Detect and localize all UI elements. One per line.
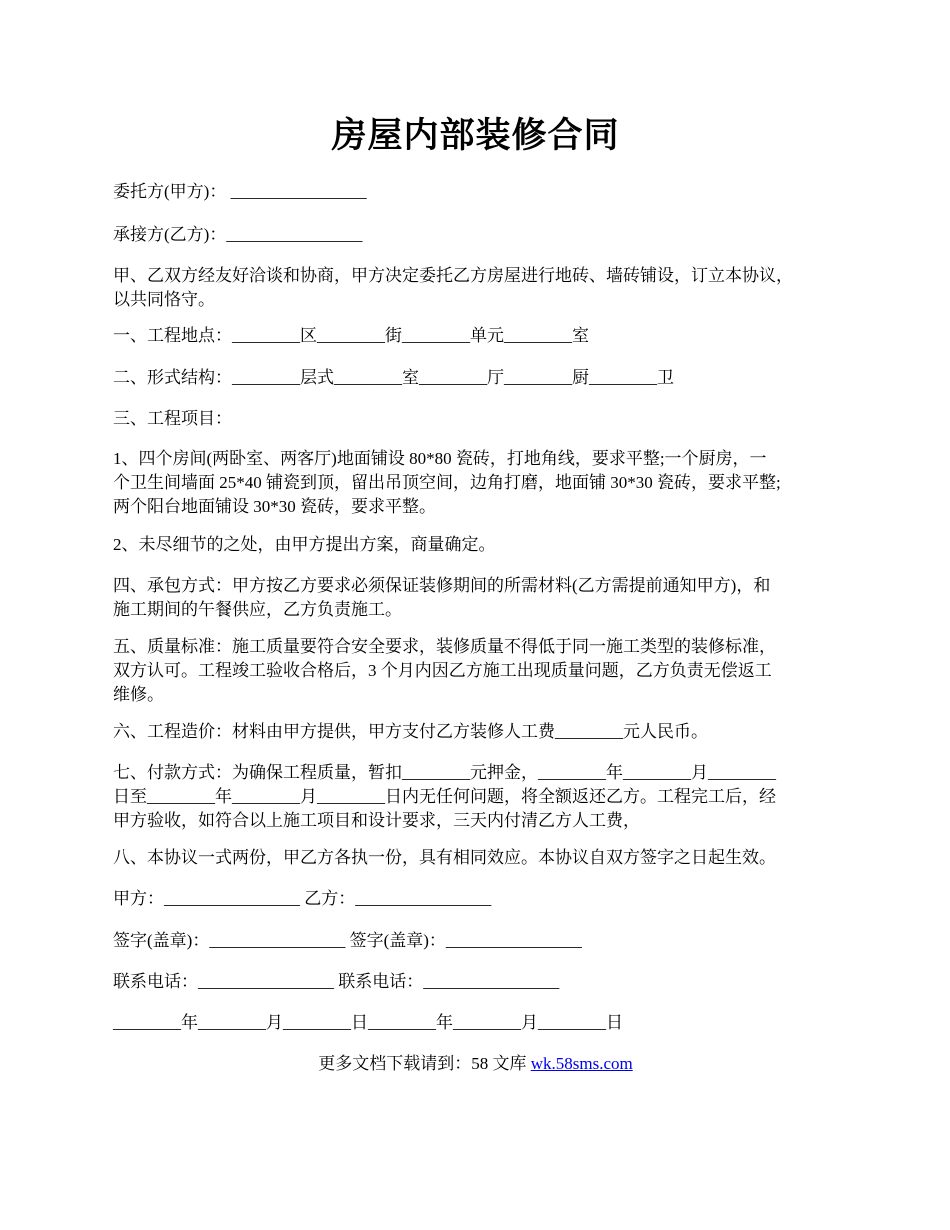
section-4-line-2: 施工期间的午餐供应，乙方负责施工。 xyxy=(113,600,402,619)
item-1-line-3: 两个阳台地面铺设 30*30 瓷砖，要求平整。 xyxy=(113,497,436,516)
section-7-line-2: 日至________年________月________日内无任何问题，将全额返还乙方。工程完工后，经 xyxy=(113,787,776,806)
intro-line-1: 甲、乙双方经友好洽谈和协商，甲方决定委托乙方房屋进行地砖、墙砖铺设，订立本协议， xyxy=(113,266,793,285)
contact-phone-line: 联系电话：________________ 联系电话：________________ xyxy=(113,972,560,991)
section-7-line-1: 七、付款方式：为确保工程质量，暂扣________元押金，________年________月________ xyxy=(113,763,776,782)
section-8-paragraph: 八、本协议一式两份，甲乙方各执一份，具有相同效应。本协议自双方签字之日起生效。 xyxy=(113,848,776,867)
item-2-paragraph: 2、未尽细节的之处，由甲方提出方案，商量确定。 xyxy=(113,535,496,554)
intro-paragraph xyxy=(113,264,853,312)
item-1-line-1: 1、四个房间(两卧室、两客厅)地面铺设 80*80 瓷砖，打地角线，要求平整;一个厨房，一 xyxy=(113,449,767,468)
section-3-heading: 三、工程项目： xyxy=(113,409,232,428)
section-7-paragraph xyxy=(113,761,853,833)
section-1-location: 一、工程地点：________区________街________单元________室 xyxy=(113,326,589,345)
signature-parties-line: 甲方：________________ 乙方：________________ xyxy=(113,889,492,908)
footer-text: 更多文档下载请到：58 文库 xyxy=(318,1054,531,1073)
document-title: 房屋内部装修合同 xyxy=(331,116,620,155)
section-2-structure: 二、形式结构：________层式________室________厅________厨________卫 xyxy=(113,368,674,387)
section-5-line-1: 五、质量标准：施工质量要符合安全要求，装修质量不得低于同一施工类型的装修标准， xyxy=(113,637,776,656)
signature-seal-line: 签字(盖章)：________________ 签字(盖章)：________________ xyxy=(113,931,582,950)
section-4-paragraph xyxy=(113,574,853,622)
section-4-line-1: 四、承包方式：甲方按乙方要求必须保证装修期间的所需材料(乙方需提前通知甲方)，和 xyxy=(113,576,771,595)
section-7-line-3: 甲方验收，如符合以上施工项目和设计要求，三天内付清乙方人工费， xyxy=(113,811,640,830)
party-a-line: 委托方(甲方)： ________________ xyxy=(113,182,367,201)
section-5-paragraph xyxy=(113,635,853,707)
section-5-line-3: 维修。 xyxy=(113,685,164,704)
section-5-line-2: 双方认可。工程竣工验收合格后，3 个月内因乙方施工出现质量问题，乙方负责无偿返工 xyxy=(113,661,772,680)
party-b-line: 承接方(乙方)：________________ xyxy=(113,225,363,244)
footer-download-note xyxy=(113,1052,838,1076)
item-1-line-2: 个卫生间墙面 25*40 铺瓷到顶，留出吊顶空间，边角打磨，地面铺 30*30 瓷砖，要求平整; xyxy=(113,473,781,492)
item-1-paragraph xyxy=(113,447,853,519)
section-6-paragraph: 六、工程造价：材料由甲方提供，甲方支付乙方装修人工费________元人民币。 xyxy=(113,722,708,741)
footer-link[interactable]: wk.58sms.com xyxy=(530,1054,633,1073)
intro-line-2: 以共同恪守。 xyxy=(113,290,215,309)
signature-date-line: ________年________月________日________年________月________日 xyxy=(113,1013,623,1032)
